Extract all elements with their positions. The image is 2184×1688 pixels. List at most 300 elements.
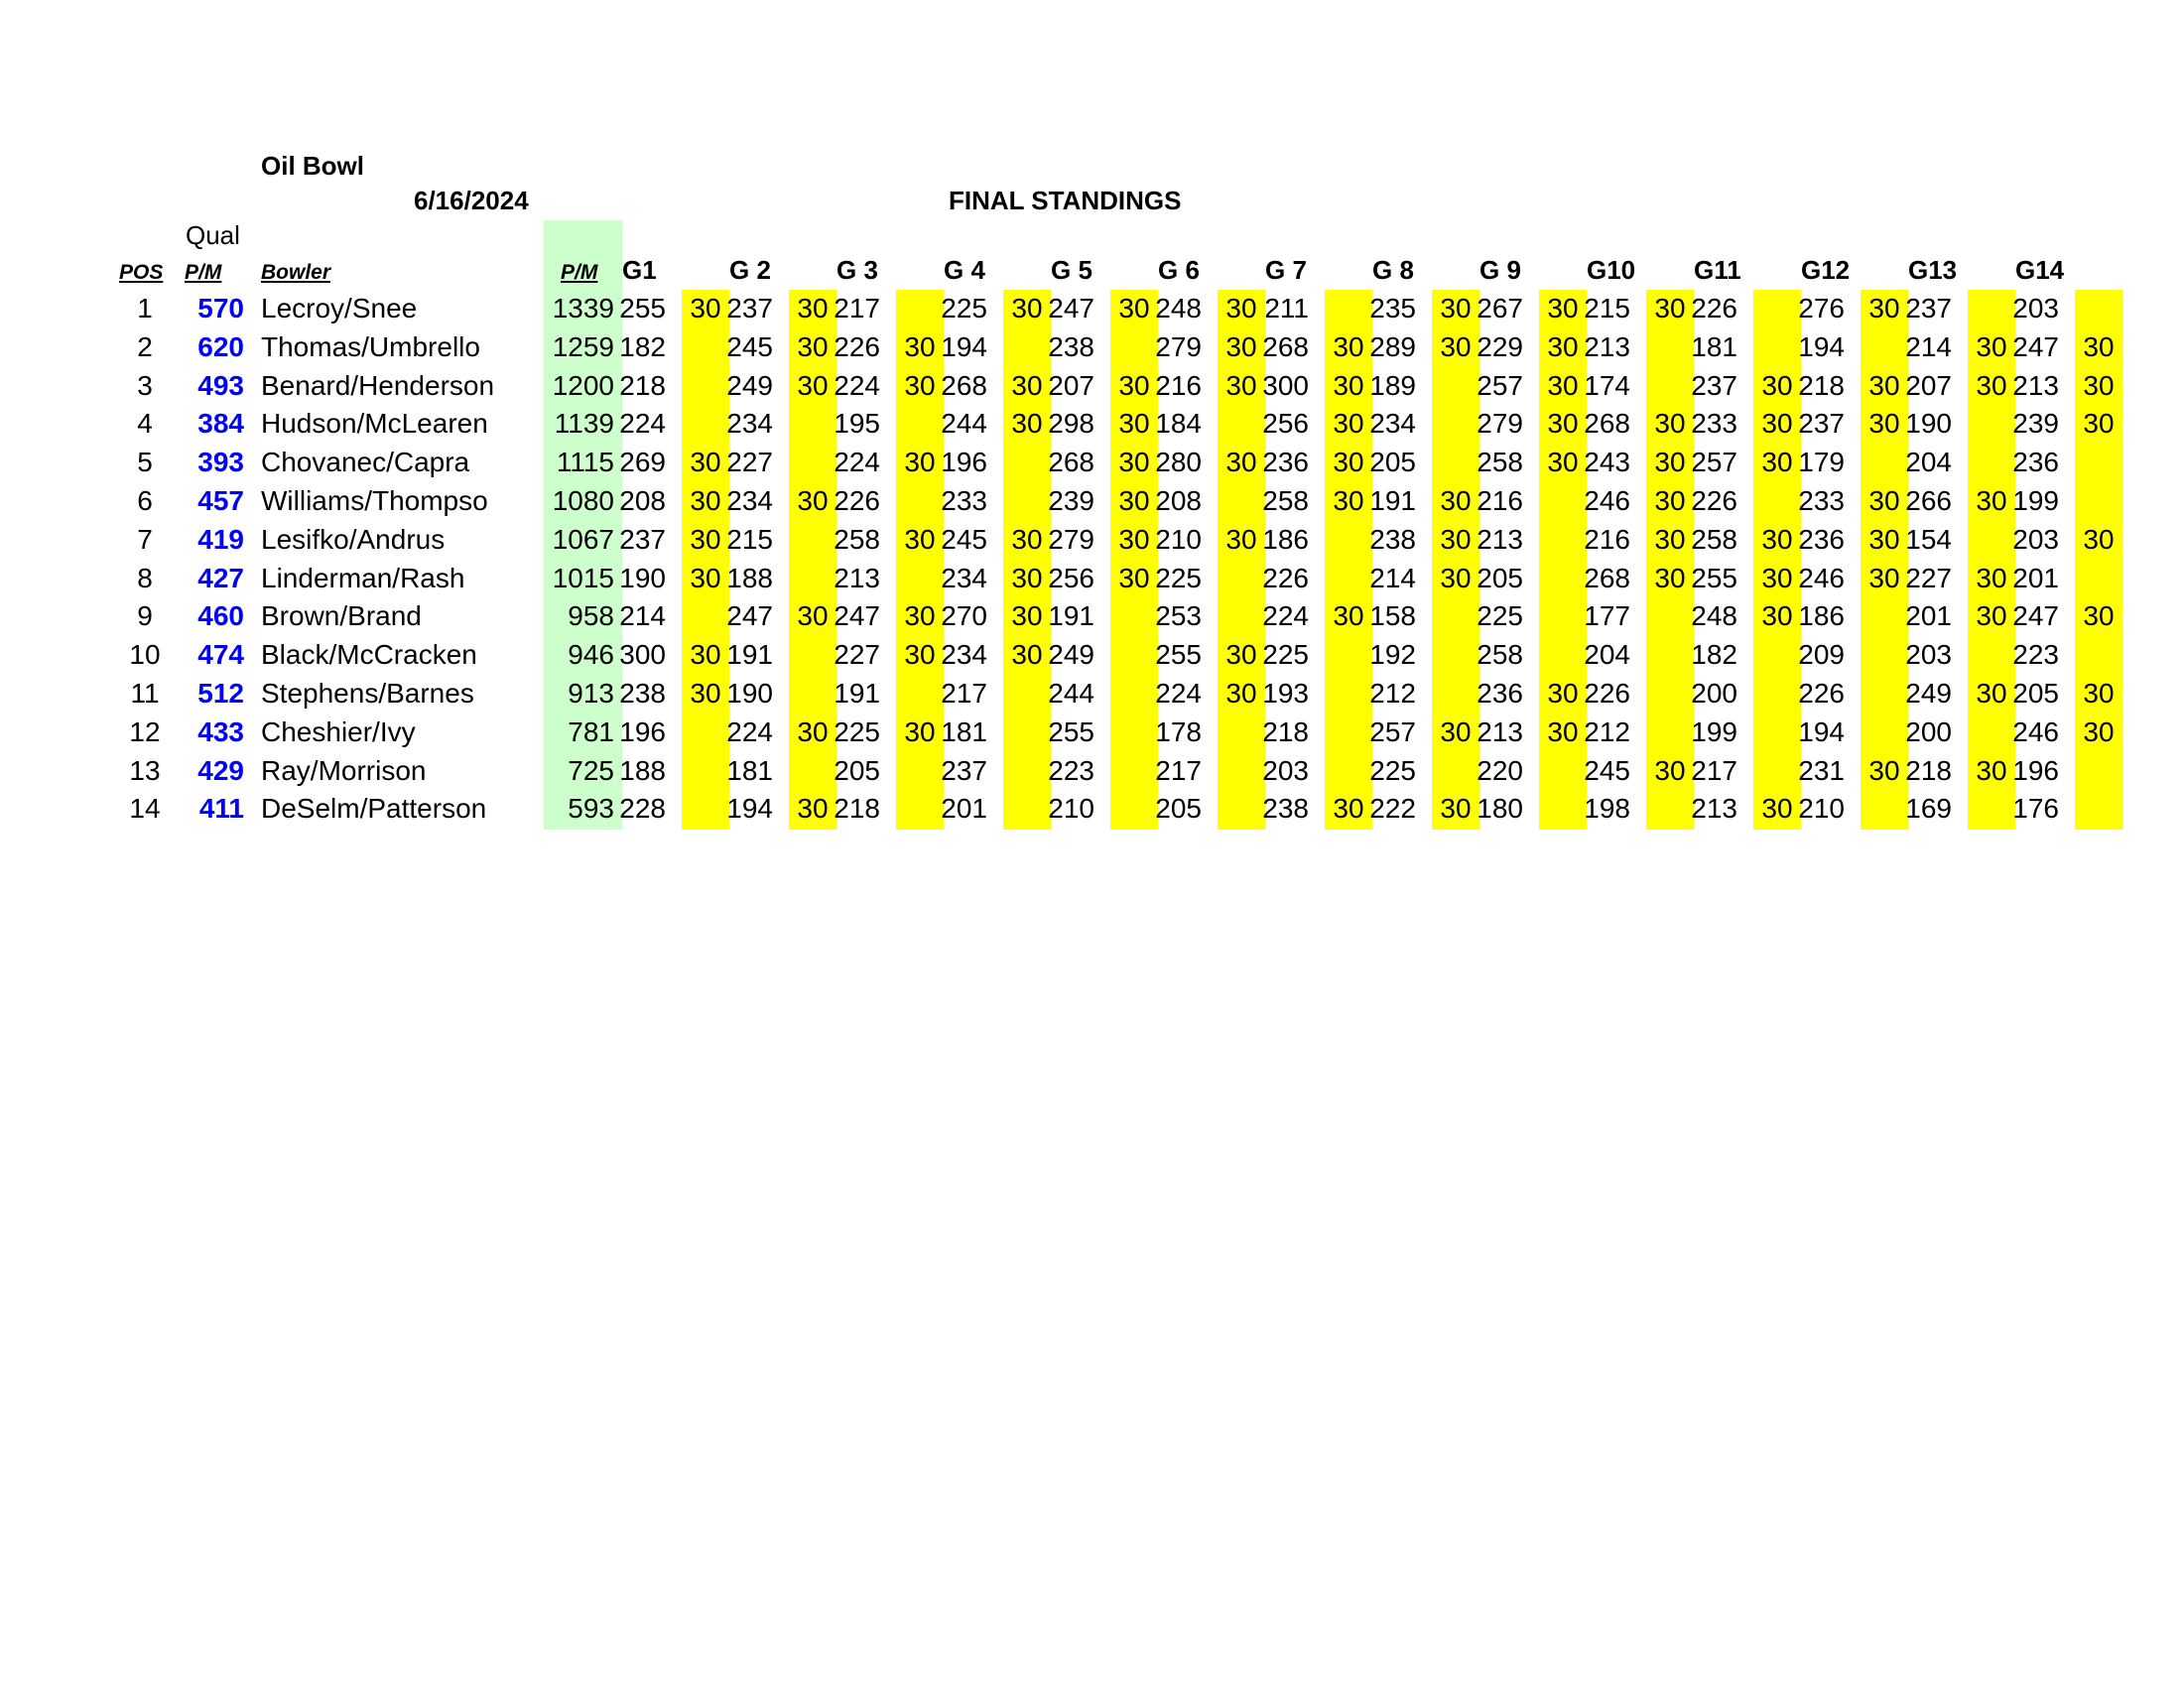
- position-cell: 3: [137, 369, 153, 401]
- game-score-cell: 257: [1691, 447, 1737, 478]
- bonus-cell: 30: [797, 715, 829, 747]
- position-cell: 14: [129, 793, 161, 825]
- bonus-cell: 30: [1011, 600, 1043, 632]
- bonus-cell: 30: [904, 447, 936, 478]
- game-score-cell: 258: [1477, 447, 1523, 478]
- qual-pm-cell: 393: [197, 447, 244, 478]
- game-score-cell: 218: [619, 369, 666, 401]
- game-score-cell: 268: [1584, 562, 1630, 593]
- bonus-cell: 30: [1976, 485, 2007, 516]
- game-score-cell: 203: [2012, 523, 2059, 555]
- qual-pm-cell: 512: [197, 678, 244, 709]
- bonus-cell: 30: [1333, 447, 1364, 478]
- game-score-cell: 181: [941, 715, 987, 747]
- position-cell: 13: [129, 754, 161, 786]
- qual-pm-cell: 474: [197, 639, 244, 671]
- bonus-cell: 30: [904, 369, 936, 401]
- game-score-cell: 215: [1584, 293, 1630, 324]
- game-score-cell: 224: [834, 447, 880, 478]
- game-score-cell: 213: [834, 562, 880, 593]
- bonus-cell: 30: [1225, 639, 1257, 671]
- game-score-cell: 217: [1691, 754, 1737, 786]
- game-score-cell: 237: [619, 523, 666, 555]
- bonus-cell: 30: [797, 369, 829, 401]
- game-score-cell: 207: [1905, 369, 1952, 401]
- position-cell: 4: [137, 408, 153, 440]
- qual-pm-cell: 433: [197, 715, 244, 747]
- bonus-cell: 30: [1225, 369, 1257, 401]
- bowler-name-cell: Williams/Thompso: [261, 485, 488, 516]
- game-score-cell: 300: [1262, 369, 1309, 401]
- game-score-cell: 244: [1048, 678, 1094, 709]
- game-score-cell: 218: [1262, 715, 1309, 747]
- game-score-cell: 205: [1155, 793, 1202, 825]
- bonus-cell: 30: [1547, 408, 1579, 440]
- bonus-cell: 30: [797, 600, 829, 632]
- game-score-cell: 218: [1905, 754, 1952, 786]
- bonus-cell: 30: [1654, 408, 1686, 440]
- bonus-cell: [2075, 290, 2122, 327]
- game-score-cell: 180: [1477, 793, 1523, 825]
- bonus-cell: 30: [1761, 600, 1793, 632]
- game-score-cell: 224: [1155, 678, 1202, 709]
- pm-total-cell: 725: [568, 754, 614, 786]
- game-score-cell: 231: [1798, 754, 1845, 786]
- game-score-cell: 208: [619, 485, 666, 516]
- game-score-cell: 199: [2012, 485, 2059, 516]
- bowler-name-cell: Chovanec/Capra: [261, 447, 470, 478]
- game-score-cell: 237: [1905, 293, 1952, 324]
- game-score-cell: 178: [1155, 715, 1202, 747]
- pm-total-cell: 781: [568, 715, 614, 747]
- game-score-cell: 238: [1048, 330, 1094, 362]
- game-score-cell: 215: [726, 523, 773, 555]
- bonus-cell: 30: [690, 447, 721, 478]
- game-score-cell: 233: [1691, 408, 1737, 440]
- bonus-cell: 30: [1868, 754, 1900, 786]
- bonus-cell: 30: [1011, 293, 1043, 324]
- bowler-name-cell: Lesifko/Andrus: [261, 523, 446, 555]
- bonus-cell: 30: [904, 600, 936, 632]
- game-score-cell: 213: [1477, 715, 1523, 747]
- game-score-cell: 218: [834, 793, 880, 825]
- bonus-cell: 30: [1440, 715, 1472, 747]
- bonus-cell: 30: [690, 639, 721, 671]
- game-score-cell: 237: [941, 754, 987, 786]
- game-score-cell: 238: [1262, 793, 1309, 825]
- game-score-cell: 239: [1048, 485, 1094, 516]
- bonus-cell: 30: [1868, 408, 1900, 440]
- game-score-cell: 226: [1584, 678, 1630, 709]
- game-score-cell: 217: [1155, 754, 1202, 786]
- bonus-cell: [2075, 482, 2122, 520]
- game-header: G13: [1908, 255, 1958, 285]
- game-score-cell: 203: [2012, 293, 2059, 324]
- qual-pm-cell: 460: [197, 600, 244, 632]
- bowler-name-cell: Lecroy/Snee: [261, 293, 418, 324]
- game-score-cell: 196: [941, 447, 987, 478]
- game-score-cell: 190: [1905, 408, 1952, 440]
- game-score-cell: 249: [726, 369, 773, 401]
- qual-pm-cell: 620: [197, 330, 244, 362]
- game-header: G 3: [836, 255, 878, 285]
- bonus-cell: [2075, 560, 2122, 597]
- position-cell: 1: [137, 293, 153, 324]
- bonus-cell: 30: [1547, 330, 1579, 362]
- game-score-cell: 194: [726, 793, 773, 825]
- game-score-cell: 191: [1369, 485, 1416, 516]
- game-score-cell: 194: [1798, 330, 1845, 362]
- game-score-cell: 248: [1155, 293, 1202, 324]
- pm-total-cell: 1139: [554, 408, 614, 440]
- header-bowler: Bowler: [261, 261, 331, 284]
- game-score-cell: 237: [726, 293, 773, 324]
- game-score-cell: 226: [834, 485, 880, 516]
- bonus-cell: 30: [1654, 447, 1686, 478]
- game-score-cell: 298: [1048, 408, 1094, 440]
- game-score-cell: 253: [1155, 600, 1202, 632]
- bonus-cell: 30: [904, 639, 936, 671]
- game-score-cell: 247: [1048, 293, 1094, 324]
- bonus-cell: 30: [1440, 562, 1472, 593]
- game-score-cell: 174: [1584, 369, 1630, 401]
- bowler-name-cell: Thomas/Umbrello: [261, 330, 480, 362]
- game-score-cell: 276: [1798, 293, 1845, 324]
- game-score-cell: 200: [1905, 715, 1952, 747]
- game-score-cell: 258: [1477, 639, 1523, 671]
- bonus-cell: 30: [2083, 330, 2115, 362]
- game-score-cell: 207: [1048, 369, 1094, 401]
- game-score-cell: 268: [1048, 447, 1094, 478]
- bonus-cell: 30: [1976, 562, 2007, 593]
- game-score-cell: 233: [941, 485, 987, 516]
- bonus-cell: 30: [1225, 447, 1257, 478]
- game-score-cell: 213: [1691, 793, 1737, 825]
- game-score-cell: 236: [1798, 523, 1845, 555]
- bonus-cell: 30: [2083, 678, 2115, 709]
- bowler-name-cell: Ray/Morrison: [261, 754, 427, 786]
- position-cell: 7: [137, 523, 153, 555]
- game-score-cell: 258: [1691, 523, 1737, 555]
- game-score-cell: 257: [1477, 369, 1523, 401]
- bonus-cell: 30: [797, 293, 829, 324]
- game-score-cell: 244: [941, 408, 987, 440]
- game-score-cell: 201: [1905, 600, 1952, 632]
- bonus-cell: 30: [1333, 330, 1364, 362]
- game-score-cell: 210: [1798, 793, 1845, 825]
- pm-total-cell: 1200: [552, 369, 614, 401]
- bonus-cell: 30: [1976, 369, 2007, 401]
- game-score-cell: 243: [1584, 447, 1630, 478]
- pm-total-cell: 1015: [552, 562, 614, 593]
- bonus-cell: 30: [1761, 562, 1793, 593]
- game-score-cell: 246: [1798, 562, 1845, 593]
- bonus-cell: 30: [1440, 793, 1472, 825]
- game-score-cell: 212: [1584, 715, 1630, 747]
- game-score-cell: 214: [1369, 562, 1416, 593]
- qual-label: Qual: [186, 220, 240, 250]
- game-score-cell: 191: [726, 639, 773, 671]
- game-header: G 4: [944, 255, 985, 285]
- game-score-cell: 224: [1262, 600, 1309, 632]
- game-score-cell: 216: [1584, 523, 1630, 555]
- game-score-cell: 236: [1262, 447, 1309, 478]
- game-score-cell: 226: [1691, 293, 1737, 324]
- game-score-cell: 229: [1477, 330, 1523, 362]
- game-score-cell: 255: [1048, 715, 1094, 747]
- game-score-cell: 236: [1477, 678, 1523, 709]
- pm-total-cell: 958: [568, 600, 614, 632]
- game-score-cell: 238: [1369, 523, 1416, 555]
- bonus-cell: 30: [1868, 485, 1900, 516]
- game-score-cell: 249: [1048, 639, 1094, 671]
- game-score-cell: 227: [834, 639, 880, 671]
- bonus-cell: 30: [1654, 523, 1686, 555]
- game-score-cell: 268: [1584, 408, 1630, 440]
- game-score-cell: 182: [1691, 639, 1737, 671]
- bonus-cell: 30: [2083, 523, 2115, 555]
- game-score-cell: 190: [619, 562, 666, 593]
- bonus-cell: 30: [1976, 754, 2007, 786]
- game-score-cell: 248: [1691, 600, 1737, 632]
- game-score-cell: 225: [1477, 600, 1523, 632]
- bonus-cell: 30: [690, 523, 721, 555]
- game-score-cell: 201: [2012, 562, 2059, 593]
- game-score-cell: 223: [1048, 754, 1094, 786]
- bonus-cell: 30: [1976, 600, 2007, 632]
- bonus-cell: 30: [1440, 485, 1472, 516]
- bonus-cell: 30: [1225, 523, 1257, 555]
- game-score-cell: 238: [619, 678, 666, 709]
- game-score-cell: 184: [1155, 408, 1202, 440]
- game-score-cell: 256: [1048, 562, 1094, 593]
- position-cell: 2: [137, 330, 153, 362]
- bonus-cell: 30: [1118, 408, 1150, 440]
- bonus-cell: 30: [1118, 485, 1150, 516]
- game-score-cell: 300: [619, 639, 666, 671]
- pm-total-cell: 1115: [556, 447, 614, 478]
- bonus-cell: 30: [1011, 369, 1043, 401]
- game-score-cell: 268: [941, 369, 987, 401]
- bonus-cell: 30: [1118, 293, 1150, 324]
- game-score-cell: 246: [2012, 715, 2059, 747]
- game-header: G10: [1587, 255, 1636, 285]
- game-score-cell: 279: [1155, 330, 1202, 362]
- game-score-cell: 235: [1369, 293, 1416, 324]
- game-score-cell: 201: [941, 793, 987, 825]
- game-score-cell: 237: [1798, 408, 1845, 440]
- qual-pm-cell: 429: [197, 754, 244, 786]
- game-score-cell: 200: [1691, 678, 1737, 709]
- bonus-cell: 30: [1333, 369, 1364, 401]
- game-score-cell: 217: [834, 293, 880, 324]
- game-score-cell: 268: [1262, 330, 1309, 362]
- bonus-cell: 30: [1225, 678, 1257, 709]
- game-score-cell: 192: [1369, 639, 1416, 671]
- qual-pm-cell: 457: [197, 485, 244, 516]
- game-score-cell: 222: [1369, 793, 1416, 825]
- game-score-cell: 176: [2012, 793, 2059, 825]
- game-score-cell: 203: [1905, 639, 1952, 671]
- game-score-cell: 234: [941, 639, 987, 671]
- game-score-cell: 225: [941, 293, 987, 324]
- game-score-cell: 198: [1584, 793, 1630, 825]
- game-score-cell: 245: [1584, 754, 1630, 786]
- game-score-cell: 234: [726, 408, 773, 440]
- bonus-cell: 30: [1547, 293, 1579, 324]
- game-score-cell: 233: [1798, 485, 1845, 516]
- game-header: G12: [1801, 255, 1851, 285]
- game-score-cell: 217: [941, 678, 987, 709]
- bonus-cell: 30: [1868, 369, 1900, 401]
- bonus-cell: 30: [1225, 330, 1257, 362]
- bonus-cell: 30: [1547, 678, 1579, 709]
- game-header: G 9: [1479, 255, 1521, 285]
- game-score-cell: 191: [1048, 600, 1094, 632]
- bonus-cell: 30: [1761, 523, 1793, 555]
- game-score-cell: 239: [2012, 408, 2059, 440]
- game-score-cell: 194: [941, 330, 987, 362]
- game-score-cell: 236: [2012, 447, 2059, 478]
- bonus-cell: [2075, 636, 2122, 674]
- bowler-name-cell: Hudson/McLearen: [261, 408, 488, 440]
- bonus-cell: 30: [904, 715, 936, 747]
- game-score-cell: 255: [1155, 639, 1202, 671]
- game-score-cell: 280: [1155, 447, 1202, 478]
- qual-pm-cell: 384: [197, 408, 244, 440]
- bonus-cell: 30: [1654, 485, 1686, 516]
- bonus-cell: 30: [1118, 447, 1150, 478]
- game-score-cell: 179: [1798, 447, 1845, 478]
- game-header: G 8: [1372, 255, 1414, 285]
- bonus-cell: 30: [1440, 523, 1472, 555]
- game-score-cell: 194: [1798, 715, 1845, 747]
- game-score-cell: 204: [1584, 639, 1630, 671]
- game-score-cell: 188: [726, 562, 773, 593]
- bonus-cell: 30: [1333, 408, 1364, 440]
- game-score-cell: 247: [2012, 600, 2059, 632]
- game-score-cell: 186: [1262, 523, 1309, 555]
- bonus-cell: 30: [2083, 600, 2115, 632]
- game-score-cell: 245: [941, 523, 987, 555]
- game-score-cell: 213: [1477, 523, 1523, 555]
- bonus-cell: 30: [1118, 562, 1150, 593]
- game-score-cell: 209: [1798, 639, 1845, 671]
- game-score-cell: 181: [1691, 330, 1737, 362]
- position-cell: 12: [129, 715, 161, 747]
- game-header: G 7: [1265, 255, 1307, 285]
- game-score-cell: 203: [1262, 754, 1309, 786]
- header-qual-pm: P/M: [185, 261, 222, 284]
- game-header: G 2: [729, 255, 771, 285]
- bowler-name-cell: Stephens/Barnes: [261, 678, 474, 709]
- bonus-cell: 30: [1761, 793, 1793, 825]
- bonus-cell: 30: [1333, 793, 1364, 825]
- game-score-cell: 224: [834, 369, 880, 401]
- game-score-cell: 158: [1369, 600, 1416, 632]
- game-score-cell: 181: [726, 754, 773, 786]
- bonus-cell: 30: [2083, 369, 2115, 401]
- bowler-name-cell: DeSelm/Patterson: [261, 793, 487, 825]
- bonus-cell: 30: [904, 330, 936, 362]
- game-header: G14: [2015, 255, 2065, 285]
- game-score-cell: 227: [1905, 562, 1952, 593]
- game-score-cell: 216: [1477, 485, 1523, 516]
- event-date: 6/16/2024: [414, 186, 529, 215]
- pm-total-cell: 913: [568, 678, 614, 709]
- bonus-cell: [2075, 790, 2122, 828]
- position-cell: 10: [129, 639, 161, 671]
- bowler-name-cell: Black/McCracken: [261, 639, 477, 671]
- game-score-cell: 186: [1798, 600, 1845, 632]
- game-score-cell: 224: [619, 408, 666, 440]
- game-score-cell: 195: [834, 408, 880, 440]
- bonus-cell: 30: [1011, 523, 1043, 555]
- game-score-cell: 234: [1369, 408, 1416, 440]
- game-score-cell: 182: [619, 330, 666, 362]
- bonus-cell: 30: [1547, 369, 1579, 401]
- game-score-cell: 208: [1155, 485, 1202, 516]
- qual-pm-cell: 419: [197, 523, 244, 555]
- game-score-cell: 226: [1691, 485, 1737, 516]
- game-score-cell: 225: [834, 715, 880, 747]
- bonus-cell: 30: [1440, 330, 1472, 362]
- game-score-cell: 247: [726, 600, 773, 632]
- game-score-cell: 246: [1584, 485, 1630, 516]
- pm-total-cell: 1067: [552, 523, 614, 555]
- bonus-cell: 30: [1225, 293, 1257, 324]
- game-score-cell: 226: [1262, 562, 1309, 593]
- game-score-cell: 177: [1584, 600, 1630, 632]
- game-score-cell: 204: [1905, 447, 1952, 478]
- game-score-cell: 237: [1691, 369, 1737, 401]
- game-score-cell: 213: [2012, 369, 2059, 401]
- game-score-cell: 255: [619, 293, 666, 324]
- bonus-cell: 30: [1654, 754, 1686, 786]
- game-header: G11: [1694, 255, 1741, 285]
- game-score-cell: 247: [2012, 330, 2059, 362]
- bonus-cell: 30: [1333, 600, 1364, 632]
- event-title: Oil Bowl: [261, 151, 364, 181]
- pm-total-cell: 1080: [552, 485, 614, 516]
- game-score-cell: 224: [726, 715, 773, 747]
- bonus-cell: 30: [2083, 715, 2115, 747]
- bonus-cell: 30: [1868, 523, 1900, 555]
- bonus-cell: 30: [1547, 447, 1579, 478]
- pm-total-cell: 1259: [552, 330, 614, 362]
- game-score-cell: 211: [1264, 293, 1309, 324]
- game-header: G 5: [1051, 255, 1092, 285]
- bonus-cell: 30: [1011, 639, 1043, 671]
- game-score-cell: 225: [1262, 639, 1309, 671]
- bonus-cell: 30: [797, 485, 829, 516]
- bonus-cell: 30: [797, 330, 829, 362]
- game-score-cell: 228: [619, 793, 666, 825]
- position-cell: 5: [137, 447, 153, 478]
- game-header: G1: [622, 255, 657, 285]
- pm-total-cell: 1339: [552, 293, 614, 324]
- game-score-cell: 214: [1905, 330, 1952, 362]
- bonus-cell: 30: [1654, 562, 1686, 593]
- game-score-cell: 218: [1798, 369, 1845, 401]
- qual-pm-cell: 427: [197, 562, 244, 593]
- game-score-cell: 249: [1905, 678, 1952, 709]
- game-score-cell: 205: [1369, 447, 1416, 478]
- game-score-cell: 226: [834, 330, 880, 362]
- bonus-cell: 30: [1761, 408, 1793, 440]
- bonus-cell: [2075, 444, 2122, 481]
- qual-pm-cell: 493: [197, 369, 244, 401]
